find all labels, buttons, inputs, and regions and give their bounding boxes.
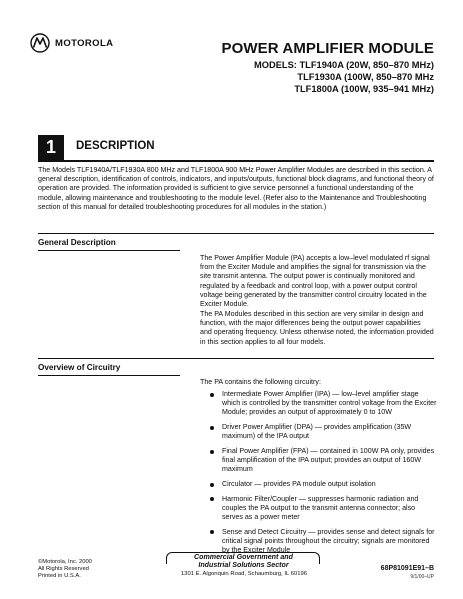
heading-underline — [38, 375, 180, 376]
copyright-line: All Rights Reserved — [38, 566, 89, 572]
overview-lead: The PA contains the following circuitry: — [200, 378, 321, 386]
list-item: Harmonic Filter/Coupler — suppresses harmonic radiation and couples the PA output to the transmit antenna connector; also serves as a power meter — [205, 495, 437, 523]
bullet-icon — [210, 393, 214, 397]
list-item: Intermediate Power Amplifier (IPA) — low–level amplifier stage which is controlled by the transmitter control voltage from the Exciter Module; provides an output of approximately 0 to 10W — [205, 390, 437, 418]
overview-heading: Overview of Circuitry — [38, 363, 121, 372]
copyright-line: Printed in U.S.A. — [38, 573, 81, 579]
list-item: Driver Power Amplifier (DPA) — provides amplification (35W maximum) of the IPA output — [205, 423, 437, 441]
model-list — [254, 60, 434, 95]
sector-line: Industrial Solutions Sector — [198, 561, 289, 570]
bullet-icon — [210, 426, 214, 430]
company-address: 1301 E. Algonquin Road, Schaumburg, IL 60196 — [180, 571, 308, 577]
document-title: POWER AMPLIFIER MODULE — [221, 40, 434, 57]
document-date-code: 9/1/00–UP — [410, 574, 434, 580]
copyright-block — [38, 559, 92, 580]
copyright-line: ©Motorola, Inc. 2000 — [38, 559, 92, 565]
general-paragraph-2: The PA Modules described in this section are very similar in design and function, with the major differences being the output power capabilities and operating frequency. Unless otherwise noted, the information provided in this section applies to all four models. — [200, 310, 434, 346]
bullet-icon — [210, 450, 214, 454]
intro-paragraph: The Models TLF1940A/TLF1930A 800 MHz and TLF1800A 900 MHz Power Amplifier Modules are described in this section. A general description, identification of controls, indicators, and inputs/outputs, functional block diagrams, and functional theory of operation are provided. The information provided is sufficient to give service personnel a functional understanding of the module, allowing maintenance and troubleshooting to the module level. (Refer also to the Maintenance and Troubleshooting section of this manual for detailed troubleshooting procedures for all modules in the station.) — [38, 166, 434, 211]
circuitry-list — [205, 390, 437, 561]
list-item: Circulator — provides PA module output isolation — [205, 480, 437, 489]
motorola-logo — [30, 32, 160, 54]
sector-line: Commercial Government and — [194, 553, 293, 561]
list-item: Final Power Amplifier (FPA) — contained in 100W PA only, provides final amplification of the IPA output; provides an output of 160W maximum — [205, 447, 437, 475]
document-number: 68P81091E91–B — [380, 565, 434, 572]
logo-wordmark: MOTOROLA — [55, 37, 114, 49]
section-number: 1 — [38, 135, 64, 160]
model-line: TLF1930A (100W, 850–870 MHz — [297, 71, 434, 82]
section-rule — [38, 160, 434, 162]
divider — [38, 358, 434, 359]
general-paragraph-1: The Power Amplifier Module (PA) accepts a low–level modulated rf signal from the Exciter Module and amplifies the signal for transmission via the site transmit antenna. The output power is continually monitored and regulated by a feedback and control loop, with a power output control voltage being generated by the transmitter control circuitry located in the Exciter Module. — [200, 254, 430, 309]
general-description-heading: General Description — [38, 238, 116, 247]
bullet-icon — [210, 483, 214, 487]
model-line: TLF1800A (100W, 935–941 MHz) — [294, 83, 434, 94]
section-title: DESCRIPTION — [76, 140, 155, 152]
bullet-icon — [210, 497, 214, 501]
motorola-batwing-icon — [30, 33, 50, 53]
model-line: MODELS: TLF1940A (20W, 850–870 MHz) — [254, 60, 434, 70]
bullet-icon — [210, 530, 214, 534]
list-item: Sense and Detect Circuitry — provides sense and detect signals for critical signal points throughout the circuitry; signals are monitored by the Exciter Module — [205, 528, 437, 556]
divider — [38, 233, 434, 234]
sector-name — [166, 553, 321, 569]
heading-underline — [38, 250, 180, 251]
